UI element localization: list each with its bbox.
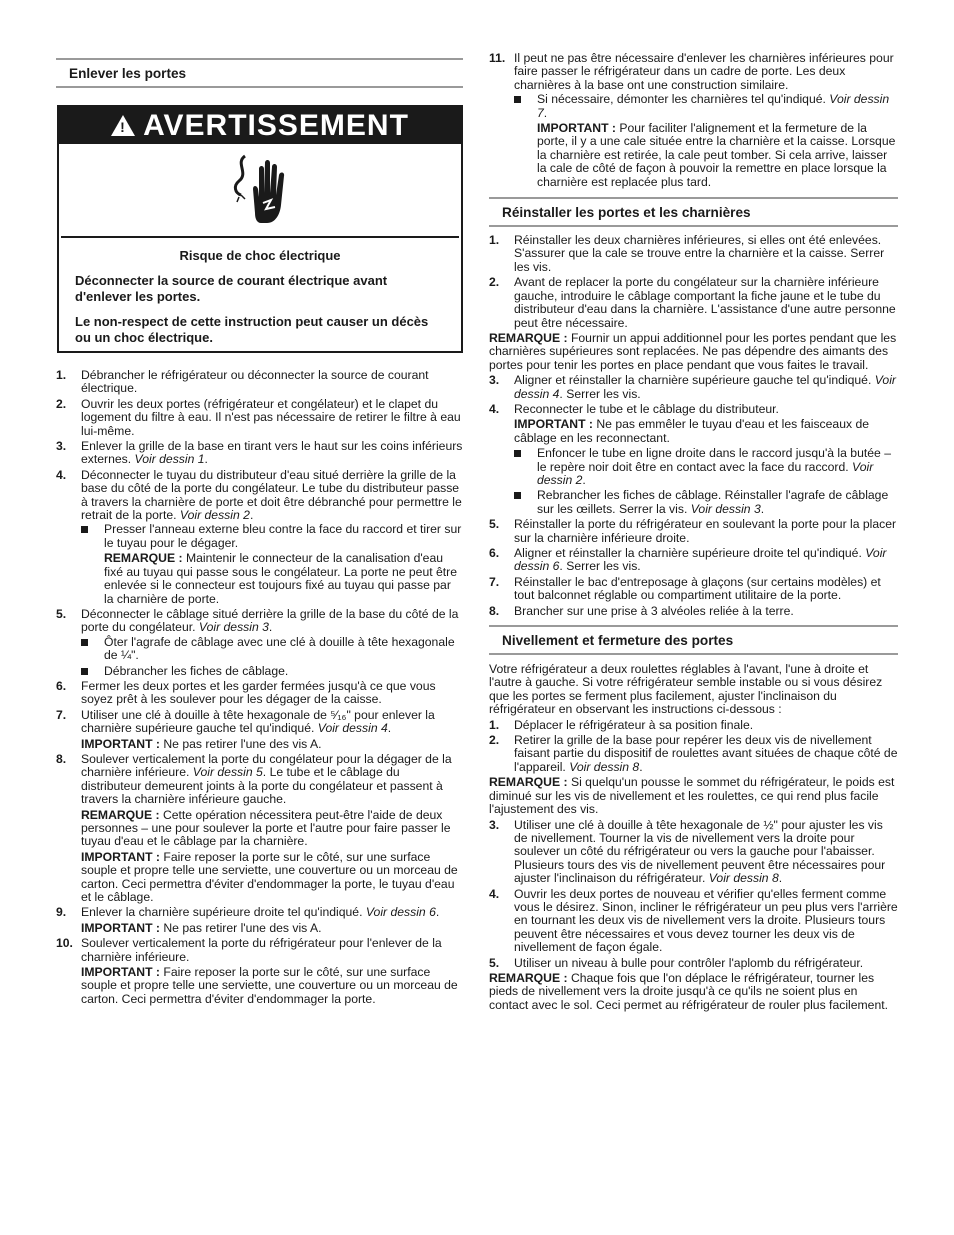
- list-item: 4. Reconnecter le tube et le câblage du distributeur. IMPORTANT : Ne pas emmêler le tuyau d'eau et les faisceaux de câblage en les reconnectant. Enfoncer le tube en ligne droite dans le raccord jusqu'à la butée – le repère noir doit être en contact avec la face du raccord. Voir dessin 2. Rebrancher les fiches de câblage. Réinstaller l'agrafe de câblage sur les œillets. Serrer la vis. Voir dessin 3.: [489, 403, 898, 516]
- section-title-reinstall: Réinstaller les portes et les charnières: [502, 205, 751, 221]
- list-item: 1. Déplacer le réfrigérateur à sa position finale.: [489, 717, 754, 732]
- note: REMARQUE : Maintenir le connecteur de la canalisation d'eau fixé au tuyau qui passe sous le congélateur. La porte ne peut être enlevée si le connecteur est toujours fixé au tuyau qui passe par la charnière de porte.: [104, 551, 458, 606]
- list-item: 4. Déconnecter le tuyau du distributeur d'eau situé derrière la grille de la base du côté de la porte du congélateur. Le tube du distributeur passe à travers la charnière de porte et doit être débranché pour permettre le retrait de la porte. Voir dessin 2. Presser l'anneau externe bleu contre la face du raccord et tirer sur le tuyau pour le dégager. REMARQUE : Maintenir le connecteur de la canalisation d'eau fixé au tuyau qui passe sous le congélateur. La porte ne peut être enlevée si le connecteur est toujours fixé au tuyau qui passe par la charnière de porte.: [56, 467, 462, 606]
- bullet-item: Si nécessaire, démonter les charnières tel qu'indiqué. Voir dessin 7. IMPORTANT : Pour faciliter l'alignement et la fermeture de la porte, il y a une cale située entre la charnière et la caisse. Lorsque la charnière est retirée, la cale peut tomber. Si cela arrive, laisser la cale de côté de façon à pouvoir la remettre en place lorsque la charnière est replacée plus tard.: [514, 93, 898, 189]
- note: IMPORTANT : Ne pas retirer l'une des vis A.: [81, 736, 322, 751]
- bullet-item: Débrancher les fiches de câblage.: [81, 665, 463, 678]
- list-item: 3. Aligner et réinstaller la charnière supérieure gauche tel qu'indiqué. Voir dessin 4. Serrer les vis.: [489, 373, 896, 401]
- list-item: 6. Aligner et réinstaller la charnière supérieure droite tel qu'indiqué. Voir dessin 6. Serrer les vis.: [489, 546, 887, 574]
- intro-paragraph: Votre réfrigérateur a deux roulettes réglables à l'avant, l'une à droite et l'autre à gauche. Si votre réfrigérateur semble instable ou si vous désirez que les portes se ferment plus facilement, ajuster l'inclinaison du réfrigérateur en observant les instructions ci-dessous :: [489, 662, 883, 717]
- bullet-item: Rebrancher les fiches de câblage. Réinstaller l'agrafe de câblage sur les œillets. Serrer la vis. Voir dessin 3.: [514, 489, 898, 516]
- left-column: [56, 0, 463, 88]
- section-title-leveling: Nivellement et fermeture des portes: [502, 633, 734, 649]
- right-column: [489, 52, 898, 1014]
- list-item: 1. Débrancher le réfrigérateur ou déconnecter la source de courant électrique.: [56, 368, 429, 396]
- warning-text: [59, 238, 461, 347]
- list-item: 5. Réinstaller la porte du réfrigérateur en soulevant la porte pour la placer sur la charnière inférieure droite.: [489, 517, 897, 545]
- warning-box: [57, 105, 463, 353]
- list-item: 5. Utiliser un niveau à bulle pour contrôler l'aplomb du réfrigérateur.: [489, 955, 864, 970]
- note: REMARQUE : Si quelqu'un pousse le sommet du réfrigérateur, le poids est diminué sur les vis de nivellement et les roulettes, ce qui rend plus facile l'ajustement des vis.: [489, 775, 895, 817]
- note: REMARQUE : Cette opération nécessitera peut-être l'aide de deux personnes – une pour soulever la porte et l'autre pour faire passer le tuyau d'eau et le câblage par la charnière.: [81, 807, 451, 849]
- list-item: 11. Il peut ne pas être nécessaire d'enlever les charnières inférieures pour faire passer le réfrigérateur dans un cadre de porte. Les deux charnières à la base ont une construction similaire. Si nécessaire, démonter les charnières tel qu'indiqué. Voir dessin 7. IMPORTANT : Pour faciliter l'alignement et la fermeture de la porte, il y a une cale située entre la charnière et la caisse. Lorsque la charnière est retirée, la cale peut tomber. Si cela arrive, laisser la cale de côté de façon à pouvoir la remettre en place lorsque la charnière est replacée plus tard.: [489, 52, 898, 189]
- warning-icon-area: [61, 144, 459, 238]
- list-item: 3. Utiliser une clé à douille à tête hexagonale de ½" pour ajuster les vis de nivellement. Tourner la vis de nivellement vers la droite pour soulever un côté du réfrigérateur ou vers la gauche pour l'abaisser. Plusieurs tours des vis de nivellement peuvent être nécessaires pour ajuster l'inclinaison du réfrigérateur. Voir dessin 8.: [489, 817, 886, 886]
- note: IMPORTANT : Pour faciliter l'alignement et la fermeture de la porte, il y a une cale située entre la charnière et la caisse. Lorsque la charnière est retirée, la cale peut tomber. Si cela arrive, laisser la cale de côté de façon à pouvoir la remettre en place lorsque la charnière est replacée plus tard.: [537, 121, 896, 189]
- list-item: 10. Soulever verticalement la porte du réfrigérateur pour l'enlever de la charnière inférieure. IMPORTANT : Faire reposer la porte sur le côté, sur une surface souple et propre telle une serviette, une couverture ou un morceau de carton. Ceci permettra d'éviter d'endommager la porte.: [56, 937, 463, 1006]
- note: IMPORTANT : Faire reposer la porte sur le côté, sur une surface souple et propre telle une serviette, une couverture ou un morceau de carton. Ceci permettra d'éviter d'endommager la porte, le tuyau d'eau et le câblage.: [81, 849, 458, 905]
- remove-doors-steps: [56, 369, 463, 1008]
- note: IMPORTANT : Ne pas emmêler le tuyau d'eau et les faisceaux de câblage en les reconnectant.: [514, 417, 870, 445]
- list-item: 8. Brancher sur une prise à 3 alvéoles reliée à la terre.: [489, 603, 794, 618]
- list-item: 2. Ouvrir les deux portes (réfrigérateur et congélateur) et le clapet du logement du filtre à eau. Il n'est pas nécessaire de retirer le filtre à eau lui-même.: [56, 396, 461, 438]
- list-item: 8. Soulever verticalement la porte du congélateur pour la dégager de la charnière inférieure. Voir dessin 5. Le tube et le câblage du distributeur demeurent joints à la porte du congélateur et passent à travers la charnière inférieure gauche. REMARQUE : Cette opération nécessitera peut-être l'aide de deux personnes – une pour soulever la porte et l'autre pour faire passer le tuyau d'eau et le câblage par la charnière. IMPORTANT : Faire reposer la porte sur le côté, sur une surface souple et propre telle une serviette, une couverture ou un morceau de carton. Ceci permettra d'éviter d'endommager la porte, le tuyau d'eau et le câblage.: [56, 753, 463, 904]
- electric-shock-hand-icon: [229, 153, 291, 227]
- warning-header: [59, 107, 461, 144]
- list-item: 1. Réinstaller les deux charnières inférieures, si elles ont été enlevées. S'assurer que la cale se trouve entre la charnière et la caisse. Serrer les vis.: [489, 233, 885, 274]
- list-item: 4. Ouvrir les deux portes de nouveau et vérifier qu'elles ferment comme vous le désirez. Sinon, incliner le réfrigérateur un peu plus vers l'arrière en tournant les deux vis de nivellement vers la droite. Plusieurs tours peuvent être nécessaires et vous devez tourner les deux vis de nivellement de façon égale.: [489, 886, 898, 955]
- bullet-item: Ôter l'agrafe de câblage avec une clé à douille à tête hexagonale de ¼".: [81, 636, 463, 663]
- note: IMPORTANT : Faire reposer la porte sur le côté, sur une surface souple et propre telle une serviette, une couverture ou un morceau de carton. Ceci permettra d'éviter d'endommager la porte.: [81, 965, 458, 1006]
- note: IMPORTANT : Ne pas retirer l'une des vis A.: [81, 920, 322, 935]
- section-rule: [56, 86, 463, 88]
- warning-title: AVERTISSEMENT: [143, 108, 409, 142]
- note: REMARQUE : Chaque fois que l'on déplace le réfrigérateur, tourner les pieds de nivellement vers la droite jusqu'à ce qu'ils ne soient plus en contact avec le sol. Ceci permet au réfrigérateur de rouler plus facilement.: [489, 970, 888, 1012]
- list-item: 6. Fermer les deux portes et les garder fermées jusqu'à ce que vous soyez prêt à les soulever pour les dégager de la caisse.: [56, 678, 436, 707]
- warning-risk: Risque de choc électrique: [179, 248, 341, 263]
- list-item: 7. Utiliser une clé à douille à tête hexagonale de ⁵⁄₁₆" pour enlever la charnière supérieure gauche tel qu'indiqué. Voir dessin 4. IMPORTANT : Ne pas retirer l'une des vis A.: [56, 709, 463, 751]
- bullet-item: Presser l'anneau externe bleu contre la face du raccord et tirer sur le tuyau pour le dégager.: [81, 523, 463, 550]
- list-item: 3. Enlever la grille de la base en tirant vers le haut sur les coins inférieurs externes. Voir dessin 1.: [56, 439, 463, 467]
- list-item: 2. Avant de replacer la porte du congélateur sur la charnière inférieure gauche, introduire le câblage comportant la fiche jaune et le tube du distributeur d'eau dans la charnière. L'assistance d'une autre personne peut être nécessaire.: [489, 275, 896, 330]
- warning-line-2: Le non-respect de cette instruction peut causer un décès ou un choc électrique.: [75, 313, 429, 345]
- list-item: 7. Réinstaller le bac d'entreposage à glaçons (sur certains modèles) et tout balconnet réglable ou compartiment utilitaire de la porte.: [489, 574, 881, 603]
- list-item: 9. Enlever la charnière supérieure droite tel qu'indiqué. Voir dessin 6. IMPORTANT : Ne pas retirer l'une des vis A.: [56, 906, 463, 935]
- warning-triangle-icon: !: [111, 115, 135, 136]
- warning-line-1: Déconnecter la source de courant électrique avant d'enlever les portes.: [75, 272, 388, 304]
- section-title-remove-doors: Enlever les portes: [69, 66, 187, 81]
- note: REMARQUE : Fournir un appui additionnel pour les portes pendant que les charnières supérieures sont replacées. Ne pas dépendre des aimants des portes pour tenir les portes en place pendant que vous faites le travail.: [489, 330, 897, 372]
- bullet-item: Enfoncer le tube en ligne droite dans le raccord jusqu'à la butée – le repère noir doit être en contact avec la face du raccord. Voir dessin 2.: [514, 447, 898, 487]
- list-item: 2. Retirer la grille de la base pour repérer les deux vis de nivellement faisant partie du dispositif de roulettes avant situées de chaque côté de l'appareil. Voir dessin 8.: [489, 733, 898, 774]
- list-item: 5. Déconnecter le câblage situé derrière la grille de la base du côté de la porte du congélateur. Voir dessin 3. Ôter l'agrafe de câblage avec une clé à douille à tête hexagonale de ¼". Débrancher les fiches de câblage.: [56, 608, 463, 678]
